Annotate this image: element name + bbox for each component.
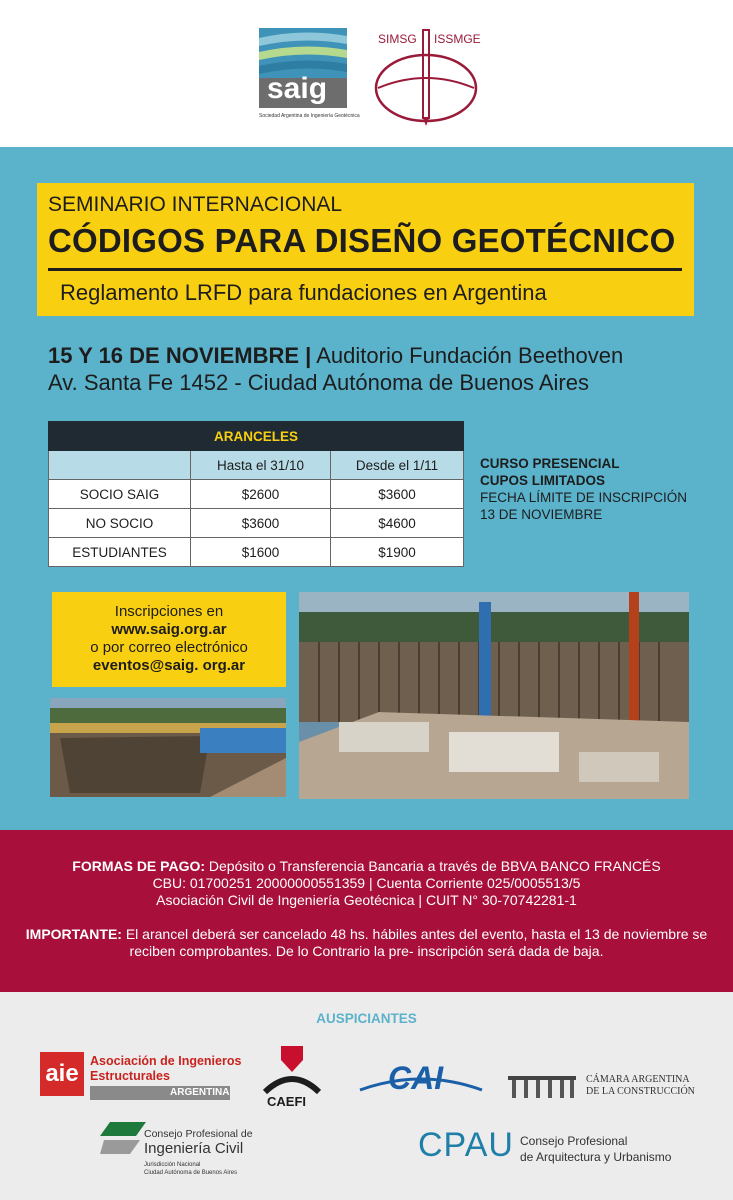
event-dates: 15 Y 16 DE NOVIEMBRE | xyxy=(48,343,312,368)
registration-line1: Inscripciones en xyxy=(114,603,224,620)
title-divider xyxy=(48,268,682,271)
construction-photo-small xyxy=(50,698,286,797)
saig-logo-text: saig xyxy=(267,72,328,105)
cpic-line1: Consejo Profesional de xyxy=(144,1128,253,1140)
fees-col-1: Hasta el 31/10 xyxy=(191,451,331,480)
registration-email-link[interactable]: eventos@saig. org.ar xyxy=(92,657,246,674)
cpic-line2: Ingeniería Civil xyxy=(144,1140,244,1157)
fee-cell: NO SOCIO xyxy=(49,509,191,538)
cpic-line3: Jurisdicción Nacional xyxy=(144,1162,201,1168)
saig-subtitle: Sociedad Argentina de Ingeniería Geotécnica xyxy=(259,113,360,119)
fee-cell: $1600 xyxy=(191,538,331,567)
camara-line2: DE LA CONSTRUCCIÓN xyxy=(586,1086,695,1097)
payment-association: Asociación Civil de Ingeniería Geotécnica | CUIT N° 30-70742281-1 xyxy=(156,892,577,908)
seminar-title: CÓDIGOS PARA DISEÑO GEOTÉCNICO xyxy=(48,222,676,259)
info-line3: FECHA LÍMITE DE INSCRIPCIÓN xyxy=(480,490,688,505)
header xyxy=(0,0,733,147)
cpau-line1: Consejo Profesional xyxy=(520,1134,628,1148)
aie-line2: Estructurales xyxy=(90,1069,170,1083)
fee-cell: $1900 xyxy=(331,538,464,567)
important-notice xyxy=(20,926,713,960)
fees-col-0 xyxy=(49,451,191,480)
construction-photo-large xyxy=(299,592,689,799)
info-line1: CURSO PRESENCIAL xyxy=(480,456,620,471)
saig-logo xyxy=(259,28,360,124)
info-line4: 13 DE NOVIEMBRE xyxy=(480,507,603,522)
cpic-logo xyxy=(100,1122,260,1186)
issmge-left-text: SIMSG xyxy=(378,32,417,46)
seminar-kicker: SEMINARIO INTERNACIONAL xyxy=(48,193,343,216)
caefi-text: CAEFI xyxy=(267,1094,306,1109)
event-date-venue xyxy=(48,343,623,369)
cai-text: CAI xyxy=(388,1060,444,1096)
fees-col-2: Desde el 1/11 xyxy=(331,451,464,480)
fee-cell: $4600 xyxy=(331,509,464,538)
fees-heading: ARANCELES xyxy=(49,422,464,451)
payment-cbu: CBU: 01700251 20000000551359 | Cuenta Corriente 025/0005513/5 xyxy=(152,875,581,891)
payment-text: Depósito o Transferencia Bancaria a través de BBVA BANCO FRANCÉS xyxy=(205,858,661,874)
fee-cell: ESTUDIANTES xyxy=(49,538,191,567)
registration-line3: o por correo electrónico xyxy=(90,639,248,656)
important-label: IMPORTANTE: xyxy=(25,926,122,942)
cai-logo xyxy=(358,1060,484,1100)
registration-box xyxy=(52,592,286,687)
issmge-logo xyxy=(370,28,482,128)
payment-info xyxy=(20,858,713,909)
info-line2: CUPOS LIMITADOS xyxy=(480,473,606,488)
registration-web-link[interactable]: www.saig.org.ar xyxy=(111,621,227,638)
cpau-logo xyxy=(418,1124,672,1172)
event-address: Av. Santa Fe 1452 - Ciudad Autónoma de Buenos Aires xyxy=(48,370,589,395)
fee-cell: $2600 xyxy=(191,480,331,509)
fee-cell: $3600 xyxy=(191,509,331,538)
payment-label: FORMAS DE PAGO: xyxy=(72,858,206,874)
cpau-line2: de Arquitectura y Urbanismo xyxy=(520,1150,672,1164)
course-info xyxy=(480,455,687,523)
fee-cell: $3600 xyxy=(331,480,464,509)
caefi-logo xyxy=(261,1046,323,1110)
camara-construccion-logo xyxy=(508,1070,698,1104)
aie-mark-icon: aie xyxy=(40,1052,84,1096)
fee-cell: SOCIO SAIG xyxy=(49,480,191,509)
aie-line1: Asociación de Ingenieros xyxy=(90,1054,242,1068)
fees-table xyxy=(48,421,464,567)
seminar-subtitle: Reglamento LRFD para fundaciones en Argentina xyxy=(60,280,547,305)
cpic-line4: Ciudad Autónoma de Buenos Aires xyxy=(144,1170,238,1176)
cpau-text: CPAU xyxy=(418,1126,514,1164)
aie-line3: ARGENTINA xyxy=(170,1087,230,1098)
event-venue: Auditorio Fundación Beethoven xyxy=(311,343,624,368)
sponsors-heading: AUSPICIANTES xyxy=(316,1011,417,1026)
important-text: El arancel deberá ser cancelado 48 hs. hábiles antes del evento, hasta el 13 de noviembre se reciben comprobantes. De lo Contrario la pre- inscripción será dada de baja. xyxy=(121,926,708,959)
payment-panel xyxy=(0,830,733,992)
issmge-right-text: ISSMGE xyxy=(434,32,481,46)
camara-line1: CÁMARA ARGENTINA xyxy=(586,1074,690,1085)
aie-logo xyxy=(40,1052,242,1102)
